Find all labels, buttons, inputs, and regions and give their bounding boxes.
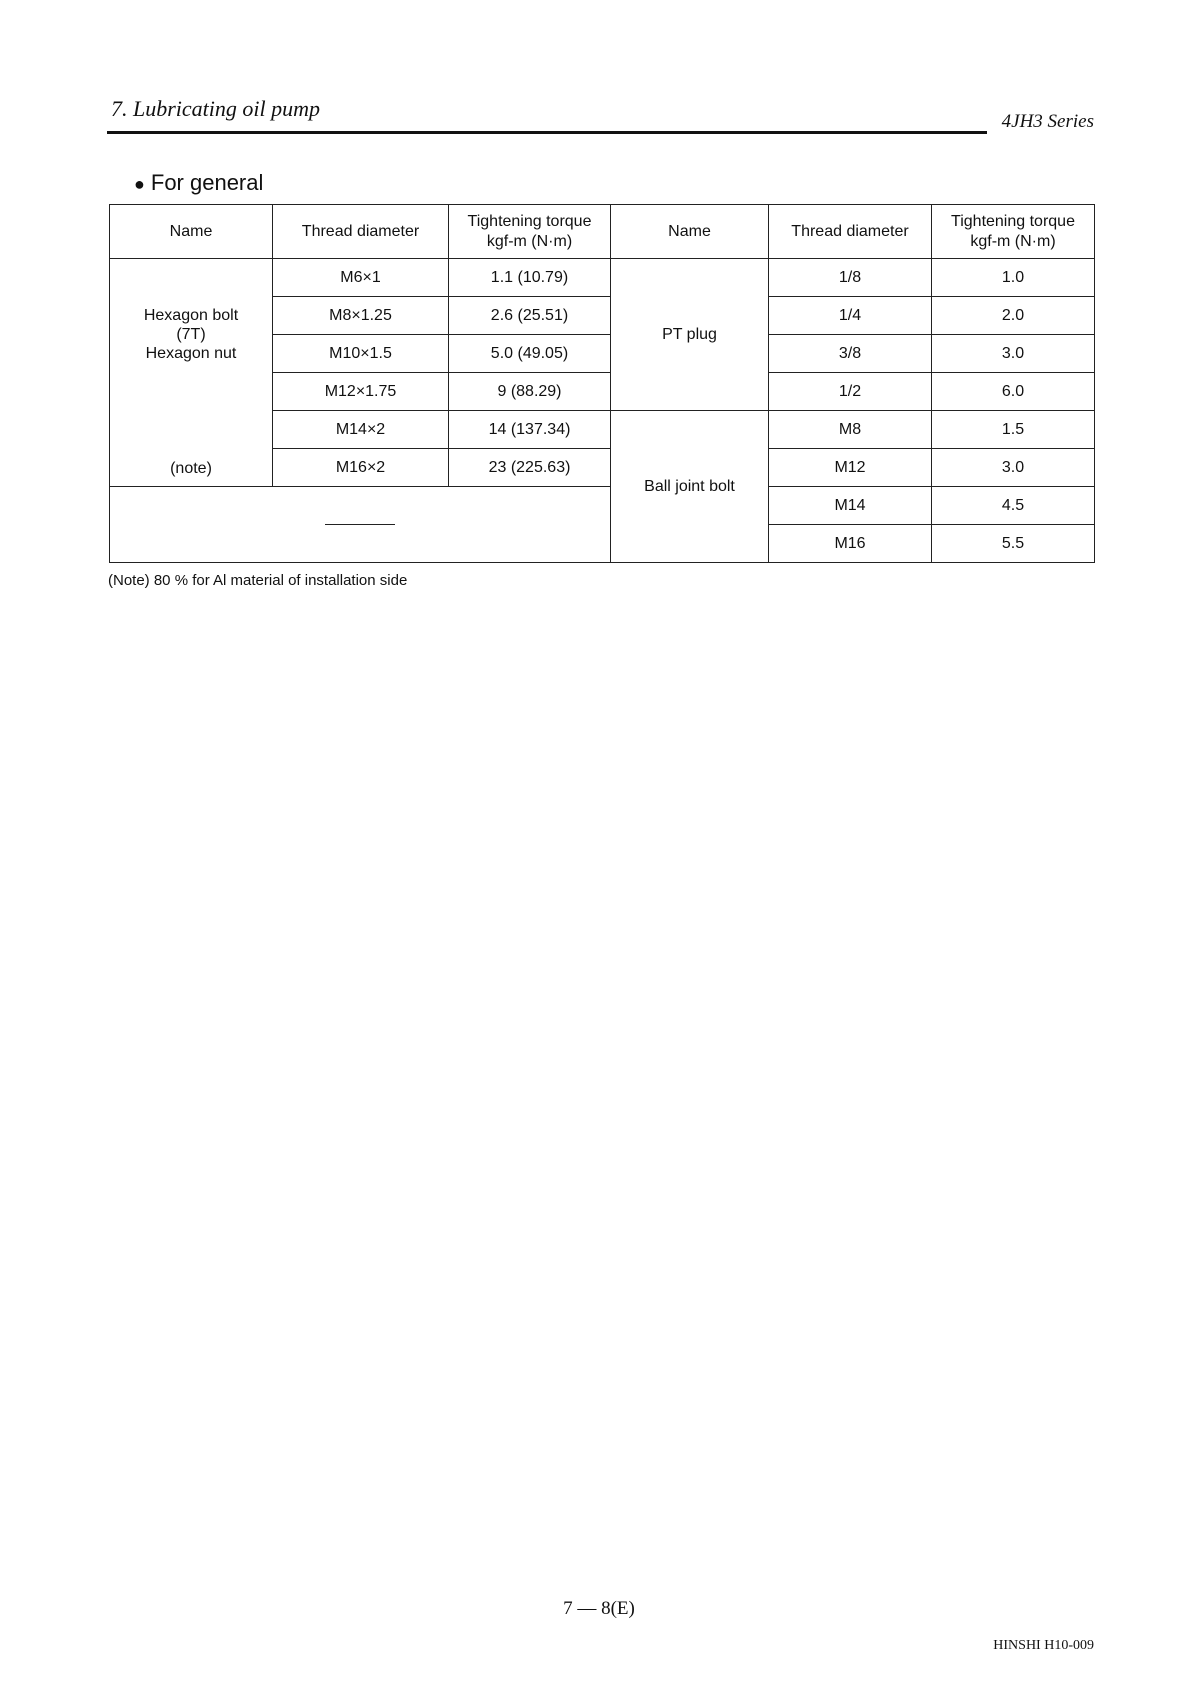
header-thread-diameter: Thread diameter	[273, 205, 449, 259]
torque-cell: 2.0	[932, 297, 1095, 335]
torque-cell: 1.1 (10.79)	[449, 259, 611, 297]
torque-cell: 23 (225.63)	[449, 449, 611, 487]
torque-cell: 4.5	[932, 487, 1095, 525]
thread-cell: M10×1.5	[273, 335, 449, 373]
ball-joint-bolt-name-cell: Ball joint bolt	[611, 411, 769, 563]
section-heading	[134, 170, 263, 196]
torque-table	[109, 204, 1095, 563]
table-header-row	[110, 205, 1095, 259]
table-row	[110, 411, 1095, 449]
note-marker-cell: (note)	[110, 411, 273, 487]
thread-cell: M8×1.25	[273, 297, 449, 335]
torque-cell: 3.0	[932, 449, 1095, 487]
torque-cell: 5.5	[932, 525, 1095, 563]
thread-cell: M12	[769, 449, 932, 487]
torque-cell: 9 (88.29)	[449, 373, 611, 411]
thread-cell: 1/8	[769, 259, 932, 297]
thread-cell: 3/8	[769, 335, 932, 373]
torque-cell: 2.6 (25.51)	[449, 297, 611, 335]
bullet-icon: ●	[134, 174, 145, 194]
pt-plug-name-cell: PT plug	[611, 259, 769, 411]
thread-cell: M14×2	[273, 411, 449, 449]
hexagon-bolt-name-cell: Hexagon bolt (7T) Hexagon nut	[110, 259, 273, 411]
torque-cell: 6.0	[932, 373, 1095, 411]
series-label: 4JH3 Series	[1001, 111, 1094, 132]
header-name: Name	[110, 205, 273, 259]
table-row	[110, 487, 1095, 525]
thread-cell: M16	[769, 525, 932, 563]
torque-cell: 3.0	[932, 335, 1095, 373]
thread-cell: 1/4	[769, 297, 932, 335]
torque-cell: 1.5	[932, 411, 1095, 449]
torque-cell: 1.0	[932, 259, 1095, 297]
chapter-title: 7. Lubricating oil pump	[111, 96, 321, 121]
header-tightening-torque: Tightening torque kgf-m (N·m)	[449, 205, 611, 259]
torque-cell: 14 (137.34)	[449, 411, 611, 449]
table-row	[110, 259, 1095, 297]
thread-cell: M6×1	[273, 259, 449, 297]
header-name: Name	[611, 205, 769, 259]
torque-cell: 5.0 (49.05)	[449, 335, 611, 373]
thread-cell: M14	[769, 487, 932, 525]
empty-dash-cell	[110, 487, 611, 563]
document-code: HINSHI H10-009	[993, 1638, 1094, 1653]
table-note: (Note) 80 % for Al material of installation side	[108, 572, 408, 589]
page-number: 7 — 8(E)	[563, 1598, 635, 1619]
header-rule	[107, 131, 987, 134]
thread-cell: 1/2	[769, 373, 932, 411]
thread-cell: M8	[769, 411, 932, 449]
thread-cell: M12×1.75	[273, 373, 449, 411]
section-title: For general	[150, 170, 264, 195]
header-tightening-torque: Tightening torque kgf-m (N·m)	[932, 205, 1095, 259]
dash-mark	[325, 524, 395, 525]
header-thread-diameter: Thread diameter	[769, 205, 932, 259]
thread-cell: M16×2	[273, 449, 449, 487]
